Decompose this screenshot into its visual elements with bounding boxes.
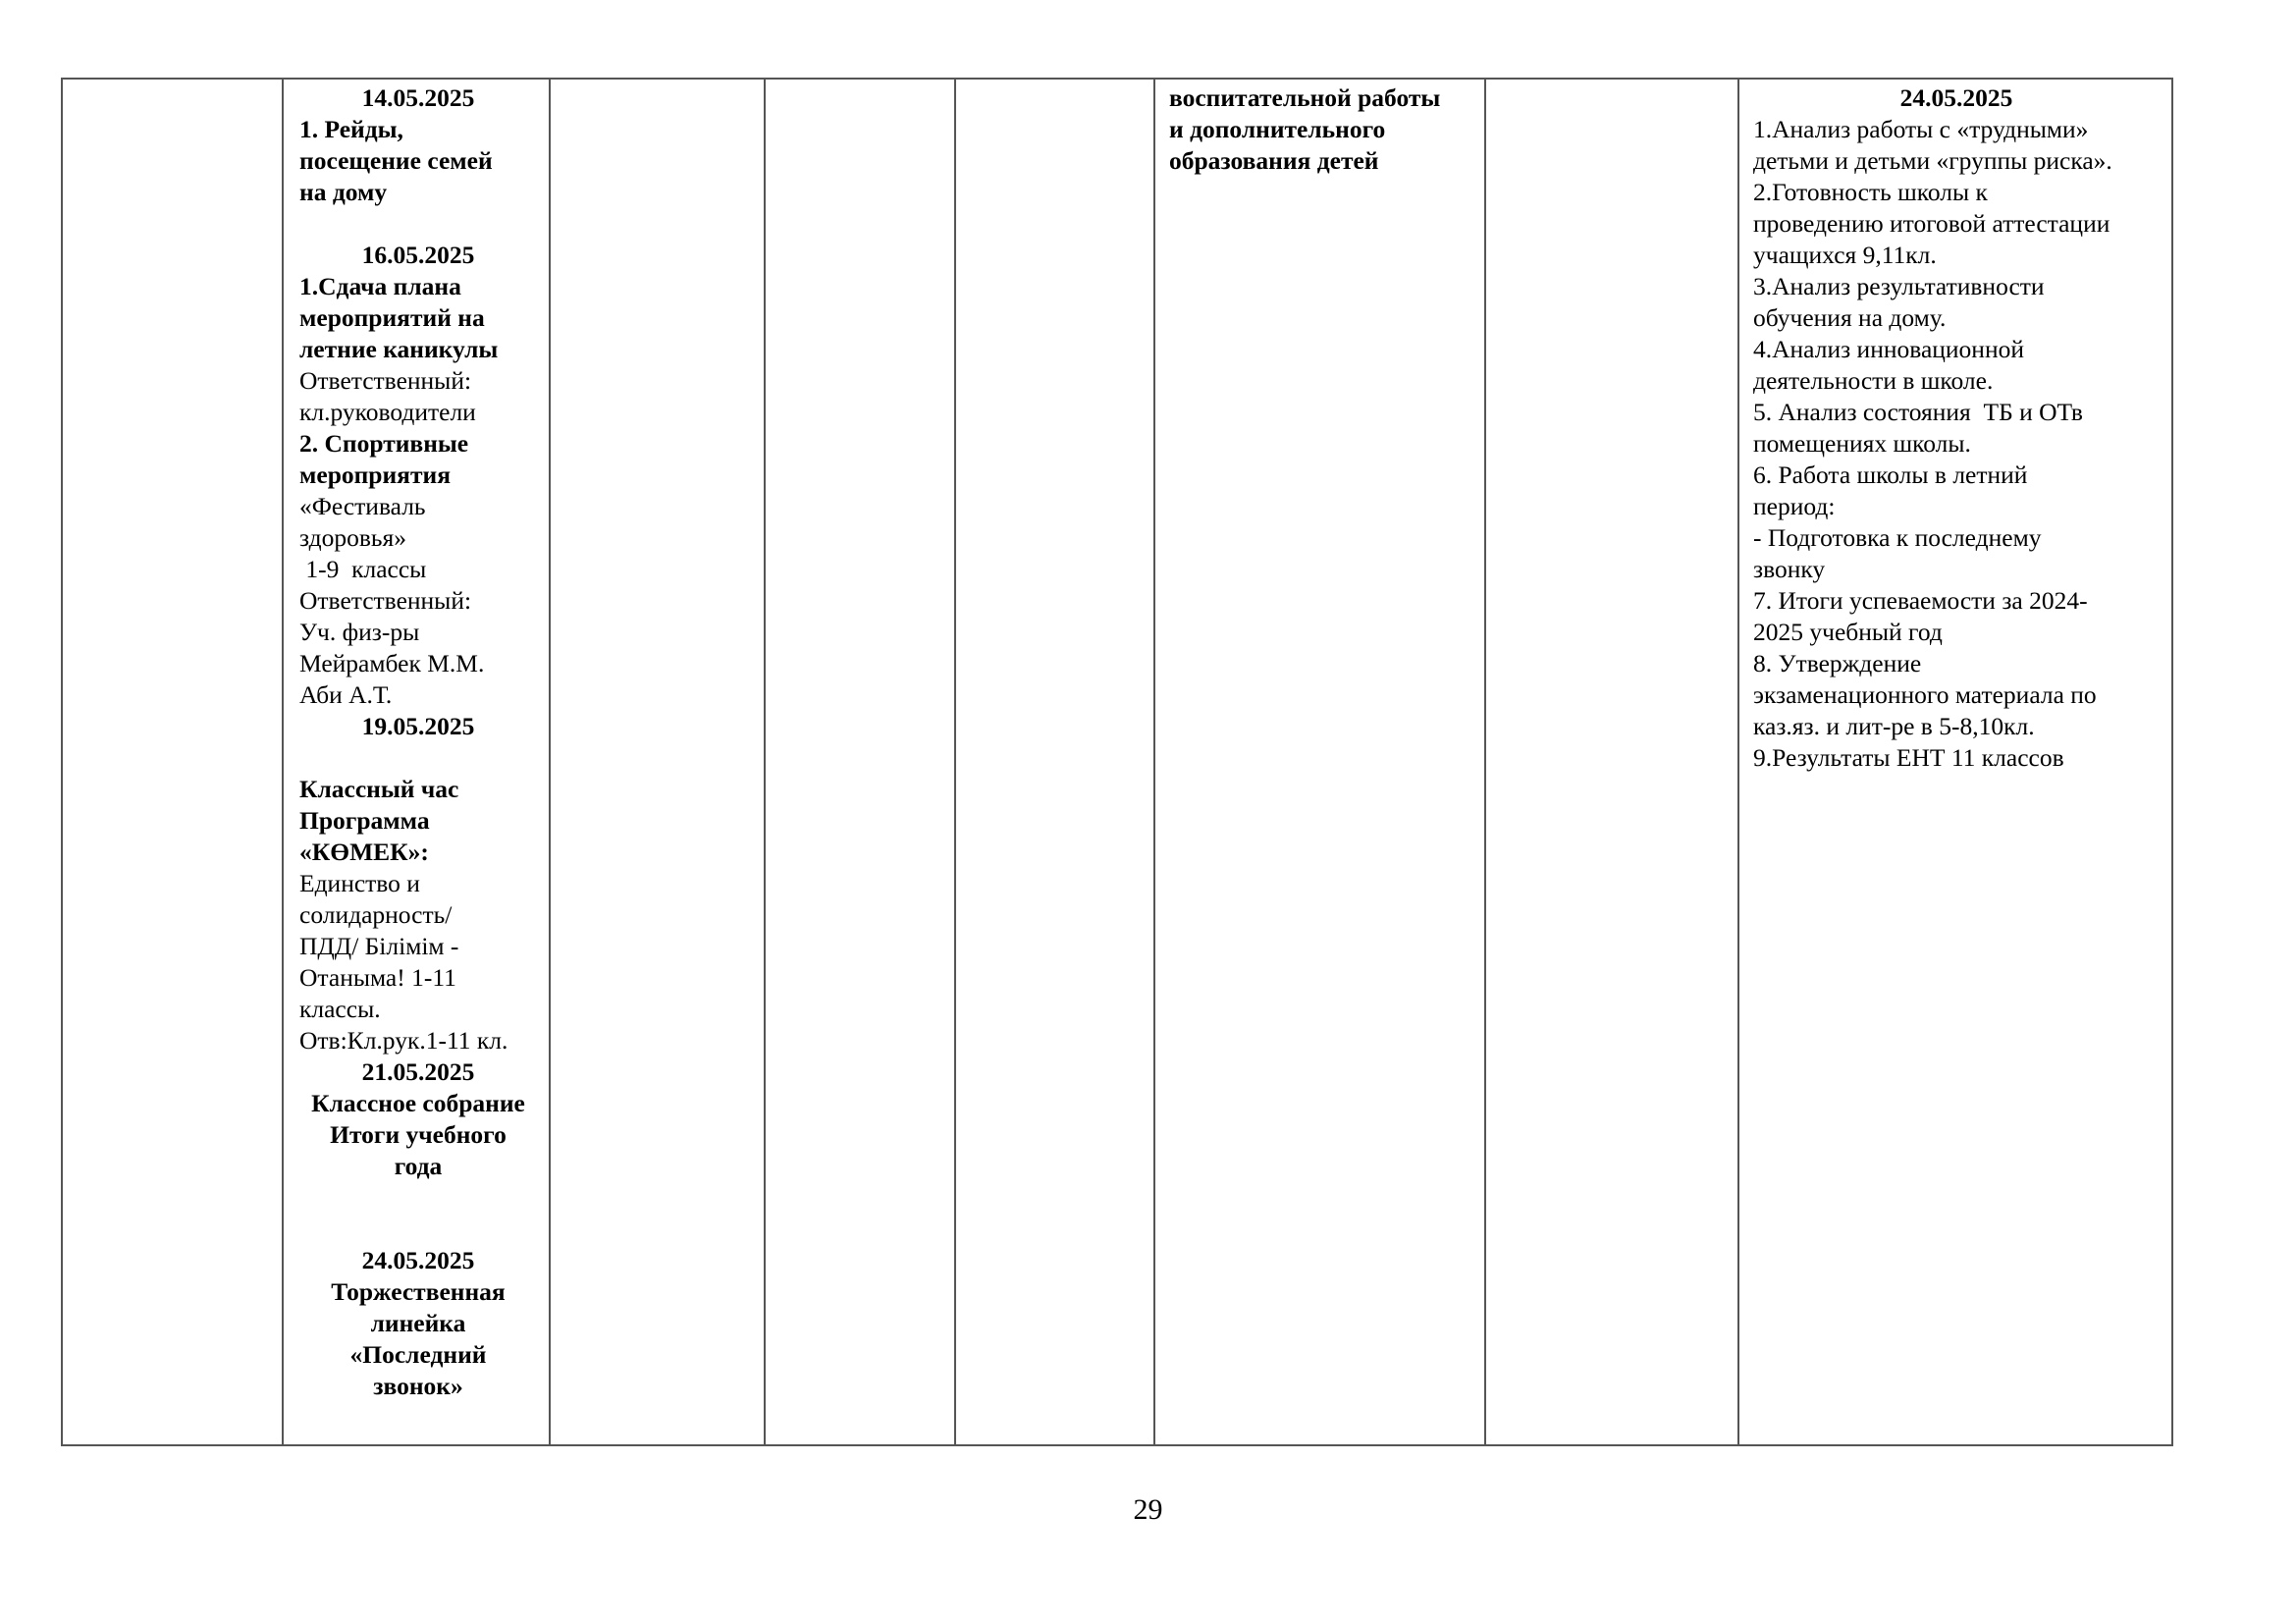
event-text: Аби А.Т. xyxy=(299,680,393,709)
upbringing-text: воспитательной работы xyxy=(1169,83,1441,112)
council-item: 4.Анализ инновационной xyxy=(1753,335,2024,363)
event-text: Ответственный: xyxy=(299,586,472,615)
event-text: «Последний xyxy=(349,1340,487,1369)
event-text: здоровья» xyxy=(299,523,406,552)
event-text: Программа xyxy=(299,806,430,835)
event-text: ПДД/ Білімім - xyxy=(299,932,459,960)
events-cell xyxy=(283,79,550,1445)
event-text: года xyxy=(394,1152,443,1180)
event-text: Торжественная xyxy=(331,1277,506,1306)
empty-cell xyxy=(1485,79,1738,1445)
event-text: 2. Спортивные xyxy=(299,429,469,458)
plan-table xyxy=(61,78,2173,1446)
empty-cell-month xyxy=(62,79,283,1445)
event-text: Классный час xyxy=(299,775,459,803)
event-text: Уч. физ-ры xyxy=(299,618,420,646)
event-text: звонок» xyxy=(373,1372,463,1400)
event-text: Ответственный: xyxy=(299,366,472,395)
event-text: мероприятий на xyxy=(299,303,485,332)
council-item: 1.Анализ работы с «трудными» xyxy=(1753,115,2089,143)
event-date: 16.05.2025 xyxy=(361,241,475,269)
event-text: Отаныма! 1-11 xyxy=(299,963,456,992)
empty-cell xyxy=(550,79,765,1445)
council-date: 24.05.2025 xyxy=(1899,83,2013,112)
council-item: 3.Анализ результативности xyxy=(1753,272,2045,300)
upbringing-cell xyxy=(1154,79,1485,1445)
council-cell xyxy=(1738,79,2172,1445)
council-item: звонку xyxy=(1753,555,1826,583)
event-text: летние каникулы xyxy=(299,335,499,363)
event-text: на дому xyxy=(299,178,388,206)
event-text: мероприятия xyxy=(299,460,451,489)
event-text: 1.Сдача плана xyxy=(299,272,461,300)
upbringing-text: и дополнительного xyxy=(1169,115,1386,143)
empty-cell xyxy=(955,79,1154,1445)
council-item: 2.Готовность школы к xyxy=(1753,178,1988,206)
event-text: солидарность/ xyxy=(299,900,453,929)
event-text: Мейрамбек М.М. xyxy=(299,649,485,677)
event-text: Итоги учебного xyxy=(330,1120,507,1149)
event-text: классы. xyxy=(299,995,381,1023)
event-text: посещение семей xyxy=(299,146,493,175)
event-date: 19.05.2025 xyxy=(361,712,475,740)
council-item: 2025 учебный год xyxy=(1753,618,1943,646)
council-item: 5. Анализ состояния ТБ и ОТв xyxy=(1753,398,2083,426)
council-item: деятельности в школе. xyxy=(1753,366,1994,395)
page-number: 29 xyxy=(1133,1493,1163,1526)
event-date: 24.05.2025 xyxy=(361,1246,475,1274)
event-text: линейка xyxy=(370,1309,466,1337)
council-item: 6. Работа школы в летний xyxy=(1753,460,2028,489)
council-item: 7. Итоги успеваемости за 2024- xyxy=(1753,586,2088,615)
event-text: Классное собрание xyxy=(311,1089,525,1117)
event-text: Единство и xyxy=(299,869,420,897)
event-text: 1. Рейды, xyxy=(299,115,403,143)
empty-cell xyxy=(765,79,955,1445)
council-item: - Подготовка к последнему xyxy=(1753,523,2042,552)
event-text: Отв:Кл.рук.1-11 кл. xyxy=(299,1026,508,1055)
event-text: кл.руководители xyxy=(299,398,476,426)
council-item: 8. Утверждение xyxy=(1753,649,1922,677)
council-item: помещениях школы. xyxy=(1753,429,1971,458)
event-date: 21.05.2025 xyxy=(361,1057,475,1086)
council-item: учащихся 9,11кл. xyxy=(1753,241,1937,269)
council-item: экзаменационного материала по xyxy=(1753,680,2097,709)
council-item: обучения на дому. xyxy=(1753,303,1947,332)
council-item: период: xyxy=(1753,492,1836,520)
council-item: проведению итоговой аттестации xyxy=(1753,209,2110,238)
event-text: «Фестиваль xyxy=(299,492,426,520)
council-item: каз.яз. и лит-ре в 5-8,10кл. xyxy=(1753,712,2035,740)
council-item: 9.Результаты ЕНТ 11 классов xyxy=(1753,743,2064,772)
council-item: детьми и детьми «группы риска». xyxy=(1753,146,2112,175)
upbringing-text: образования детей xyxy=(1169,146,1379,175)
table-row xyxy=(62,79,2172,1445)
event-text: 1-9 классы xyxy=(299,555,427,583)
event-date: 14.05.2025 xyxy=(361,83,475,112)
event-text: «КӨМЕК»: xyxy=(299,838,429,866)
